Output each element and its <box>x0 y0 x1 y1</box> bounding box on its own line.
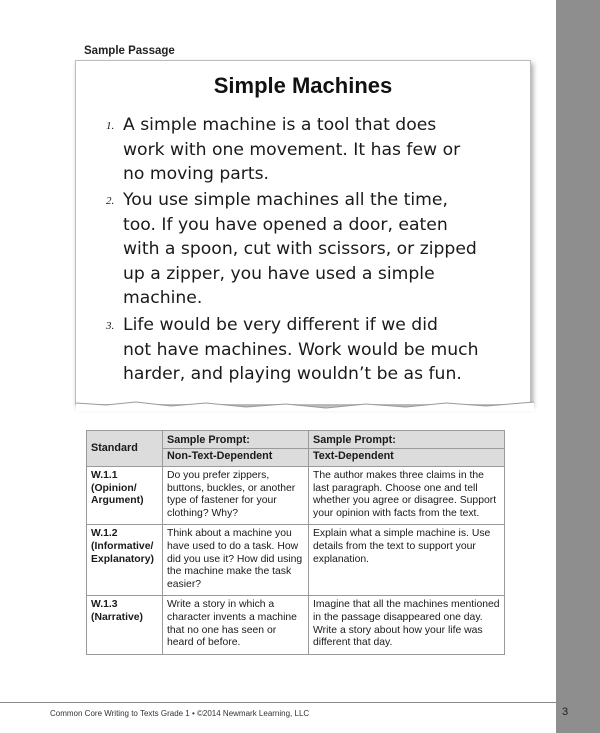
table-row <box>87 525 505 596</box>
paragraph-number: 3. <box>106 320 115 332</box>
standard-cell: W.1.2 (Informative/ Explanatory) <box>87 525 163 596</box>
non-text-dependent-cell: Think about a machine you have used to do a task. How did you use it? How did using the machine make the task easier? <box>163 525 309 596</box>
passage-line: harder, and playing wouldn’t be as fun. <box>123 364 462 384</box>
table-row <box>87 467 505 525</box>
header-non-text-dependent: Sample Prompt: Non-Text-Dependent <box>163 431 309 467</box>
page-number: 3 <box>562 706 569 718</box>
passage-line: with a spoon, cut with scissors, or zipped <box>123 239 477 259</box>
non-text-dependent-cell: Write a story in which a character invents a machine that no one has seen or heard of before. <box>163 596 309 654</box>
standard-cell: W.1.3 (Narrative) <box>87 596 163 654</box>
table-row <box>87 596 505 654</box>
passage-title: Simple Machines <box>213 73 393 98</box>
section-label: Sample Passage <box>84 45 175 57</box>
passage-line: machine. <box>123 288 203 308</box>
standard-cell: W.1.1 (Opinion/ Argument) <box>87 467 163 525</box>
header-text-dependent: Sample Prompt: Text-Dependent <box>309 431 505 467</box>
passage-line: A simple machine is a tool that does <box>123 115 437 135</box>
text-dependent-cell: Imagine that all the machines mentioned in the passage disappeared one day. Write a story about how your life was different that day. <box>309 596 505 654</box>
text-dependent-cell: Explain what a simple machine is. Use details from the text to support your explanation. <box>309 525 505 596</box>
page-edge-bar <box>556 0 600 733</box>
paragraph-number: 1. <box>106 120 115 132</box>
table-header-row <box>87 431 505 467</box>
header-standard: Standard <box>87 431 163 467</box>
prompt-table <box>86 430 505 655</box>
paragraph-number: 2. <box>106 195 115 207</box>
text-dependent-cell: The author makes three claims in the last paragraph. Choose one and tell whether you agree or disagree. Support your opinion with facts from the text. <box>309 467 505 525</box>
passage-card <box>75 60 531 405</box>
passage-line: up a zipper, you have used a simple <box>123 263 435 284</box>
footer-divider <box>0 702 556 703</box>
non-text-dependent-cell: Do you prefer zippers, buttons, buckles, or another type of fastener for your clothing? Why? <box>163 467 309 525</box>
passage-line: not have machines. Work would be much <box>123 339 479 360</box>
passage-line: You use simple machines all the time, <box>123 190 448 210</box>
passage-line: no moving parts. <box>123 164 270 184</box>
passage-line: Life would be very different if we did <box>123 315 438 335</box>
passage-line: work with one movement. It has few or <box>123 139 461 160</box>
torn-edge-decoration <box>76 399 534 411</box>
footer-text: Common Core Writing to Texts Grade 1 • ©2014 Newmark Learning, LLC <box>50 709 310 718</box>
passage-line: too. If you have opened a door, eaten <box>123 214 448 235</box>
